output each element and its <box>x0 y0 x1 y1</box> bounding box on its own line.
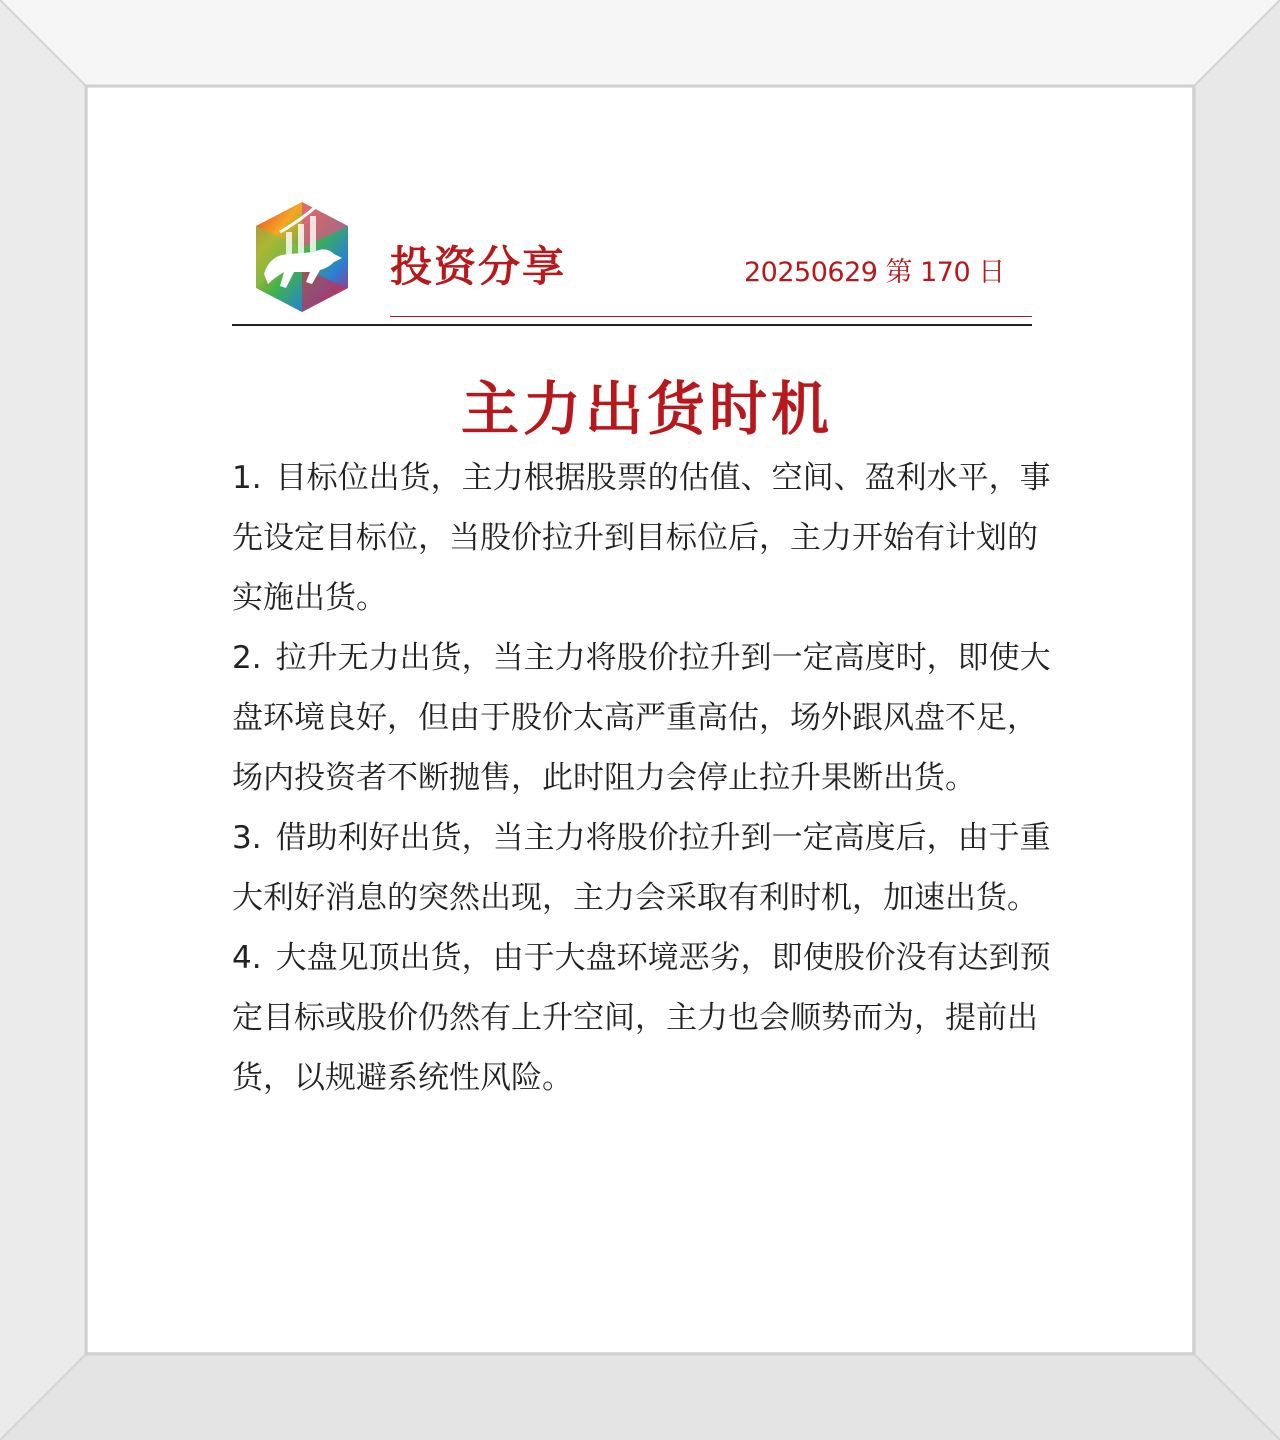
list-item-text: 目标位出货，主力根据股票的估值、空间、盈利水平，事先设定目标位，当股价拉升到目标位后，主力开始有计划的实施出货。 <box>232 460 1051 616</box>
date-text: 20250629 <box>744 257 878 288</box>
dateline <box>744 250 1005 289</box>
article-body <box>232 448 1062 1108</box>
list-item <box>232 628 1062 808</box>
list-item <box>232 808 1062 928</box>
list-item-number: 4. <box>232 940 262 976</box>
bull-chart-logo-icon <box>250 188 354 320</box>
list-item-number: 2. <box>232 640 262 676</box>
list-item-text: 大盘见顶出货，由于大盘环境恶劣，即使股价没有达到预定目标或股价仍然有上升空间，主力也会顺势而为，提前出货，以规避系统性风险。 <box>232 940 1051 1096</box>
list-item-number: 3. <box>232 820 262 856</box>
header-rule-thick <box>232 324 1032 326</box>
brand-title: 投资分享 <box>390 242 567 291</box>
list-item <box>232 448 1062 628</box>
list-item-text: 拉升无力出货，当主力将股价拉升到一定高度时，即使大盘环境良好，但由于股价太高严重高估，场外跟风盘不足，场内投资者不断抛售，此时阻力会停止拉升果断出货。 <box>232 640 1051 796</box>
day-counter: 第 170 日 <box>885 257 1005 288</box>
header <box>232 188 1032 328</box>
list-item-text: 借助利好出货，当主力将股价拉升到一定高度后，由于重大利好消息的突然出现，主力会采取有利时机，加速出货。 <box>232 820 1051 916</box>
list-item-number: 1. <box>232 460 262 496</box>
article-title: 主力出货时机 <box>460 375 833 443</box>
header-rule-thin <box>390 316 1032 317</box>
list-item <box>232 928 1062 1108</box>
